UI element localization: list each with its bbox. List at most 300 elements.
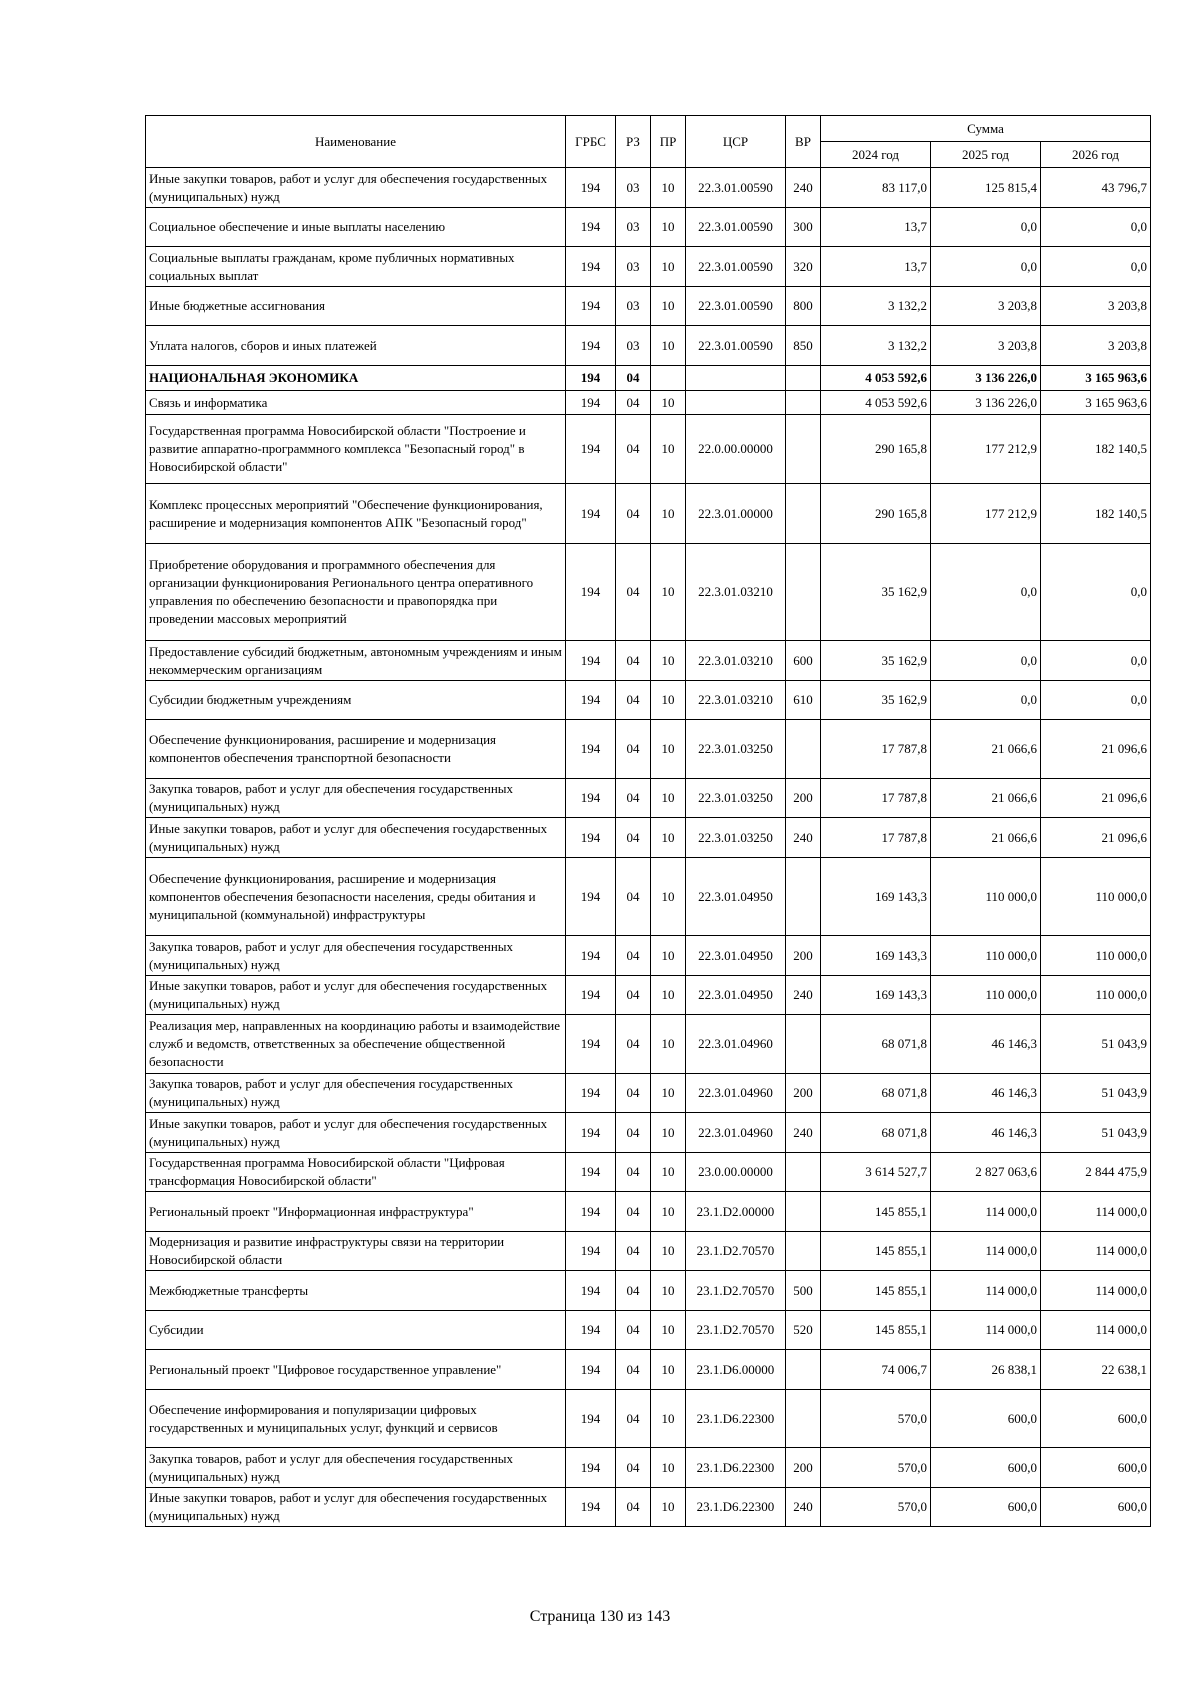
row-vr xyxy=(786,415,821,484)
row-name: Региональный проект "Цифровое государственное управление" xyxy=(146,1350,566,1390)
header-2024: 2024 год xyxy=(821,142,931,168)
row-sum-2025: 600,0 xyxy=(931,1390,1041,1448)
row-name: Комплекс процессных мероприятий "Обеспечение функционирования, расширение и модернизация компонентов АПК "Безопасный город" xyxy=(146,484,566,544)
row-sum-2024: 169 143,3 xyxy=(821,858,931,936)
row-vr: 200 xyxy=(786,1074,821,1113)
row-sum-2025: 0,0 xyxy=(931,208,1041,247)
row-pr: 10 xyxy=(651,976,686,1015)
row-name: Межбюджетные трансферты xyxy=(146,1271,566,1311)
row-name: Обеспечение функционирования, расширение и модернизация компонентов обеспечения транспортной безопасности xyxy=(146,720,566,779)
row-sum-2026: 3 203,8 xyxy=(1041,326,1151,366)
row-grbs: 194 xyxy=(566,1350,616,1390)
row-sum-2024: 290 165,8 xyxy=(821,415,931,484)
row-name: Иные закупки товаров, работ и услуг для обеспечения государственных (муниципальных) нужд xyxy=(146,1488,566,1527)
row-sum-2025: 114 000,0 xyxy=(931,1271,1041,1311)
row-vr: 610 xyxy=(786,681,821,720)
row-rz: 04 xyxy=(616,858,651,936)
budget-table xyxy=(145,115,1151,1527)
row-pr: 10 xyxy=(651,1074,686,1113)
row-sum-2026: 0,0 xyxy=(1041,247,1151,287)
row-sum-2025: 110 000,0 xyxy=(931,936,1041,976)
row-name: Иные закупки товаров, работ и услуг для обеспечения государственных (муниципальных) нужд xyxy=(146,976,566,1015)
row-sum-2024: 3 132,2 xyxy=(821,326,931,366)
row-vr: 200 xyxy=(786,779,821,818)
row-sum-2025: 3 136 226,0 xyxy=(931,366,1041,391)
row-pr: 10 xyxy=(651,858,686,936)
row-sum-2025: 21 066,6 xyxy=(931,720,1041,779)
row-rz: 04 xyxy=(616,1488,651,1527)
row-vr: 600 xyxy=(786,641,821,681)
table-row xyxy=(146,1390,1151,1448)
row-vr xyxy=(786,1390,821,1448)
row-vr: 800 xyxy=(786,287,821,326)
row-rz: 04 xyxy=(616,544,651,641)
row-pr: 10 xyxy=(651,287,686,326)
row-rz: 04 xyxy=(616,1232,651,1271)
row-csr: 22.3.01.04950 xyxy=(686,858,786,936)
row-rz: 03 xyxy=(616,168,651,208)
row-name: Закупка товаров, работ и услуг для обеспечения государственных (муниципальных) нужд xyxy=(146,936,566,976)
row-sum-2026: 110 000,0 xyxy=(1041,976,1151,1015)
row-sum-2026: 114 000,0 xyxy=(1041,1271,1151,1311)
row-pr: 10 xyxy=(651,681,686,720)
table-row xyxy=(146,1015,1151,1074)
row-sum-2024: 4 053 592,6 xyxy=(821,391,931,415)
row-sum-2025: 600,0 xyxy=(931,1448,1041,1488)
row-csr: 22.3.01.04960 xyxy=(686,1113,786,1153)
row-vr: 500 xyxy=(786,1271,821,1311)
row-vr xyxy=(786,1153,821,1192)
row-rz: 04 xyxy=(616,1113,651,1153)
row-grbs: 194 xyxy=(566,366,616,391)
row-pr: 10 xyxy=(651,1390,686,1448)
row-csr: 22.3.01.04950 xyxy=(686,936,786,976)
row-sum-2026: 21 096,6 xyxy=(1041,818,1151,858)
row-sum-2026: 0,0 xyxy=(1041,641,1151,681)
row-vr xyxy=(786,720,821,779)
row-sum-2024: 13,7 xyxy=(821,247,931,287)
header-grbs: ГРБС xyxy=(566,116,616,168)
row-sum-2025: 3 203,8 xyxy=(931,326,1041,366)
row-pr: 10 xyxy=(651,936,686,976)
table-row xyxy=(146,168,1151,208)
row-name: Иные закупки товаров, работ и услуг для обеспечения государственных (муниципальных) нужд xyxy=(146,168,566,208)
row-grbs: 194 xyxy=(566,484,616,544)
row-grbs: 194 xyxy=(566,936,616,976)
row-name: Предоставление субсидий бюджетным, автономным учреждениям и иным некоммерческим организациям xyxy=(146,641,566,681)
row-sum-2026: 110 000,0 xyxy=(1041,936,1151,976)
table-row xyxy=(146,208,1151,247)
row-rz: 04 xyxy=(616,641,651,681)
row-grbs: 194 xyxy=(566,976,616,1015)
row-sum-2024: 17 787,8 xyxy=(821,779,931,818)
row-csr: 22.3.01.03210 xyxy=(686,681,786,720)
table-row xyxy=(146,1232,1151,1271)
row-vr: 200 xyxy=(786,936,821,976)
row-pr: 10 xyxy=(651,1232,686,1271)
row-grbs: 194 xyxy=(566,415,616,484)
row-sum-2024: 570,0 xyxy=(821,1448,931,1488)
row-sum-2025: 21 066,6 xyxy=(931,818,1041,858)
row-sum-2026: 2 844 475,9 xyxy=(1041,1153,1151,1192)
row-sum-2024: 13,7 xyxy=(821,208,931,247)
row-name: Реализация мер, направленных на координацию работы и взаимодействие служб и ведомств, ответственных за обеспечение общественной безопасности xyxy=(146,1015,566,1074)
row-sum-2025: 125 815,4 xyxy=(931,168,1041,208)
row-name: Субсидии xyxy=(146,1311,566,1350)
row-grbs: 194 xyxy=(566,779,616,818)
row-pr: 10 xyxy=(651,247,686,287)
row-sum-2026: 182 140,5 xyxy=(1041,415,1151,484)
row-grbs: 194 xyxy=(566,1153,616,1192)
row-pr: 10 xyxy=(651,1311,686,1350)
row-csr: 22.3.01.00000 xyxy=(686,484,786,544)
row-sum-2026: 51 043,9 xyxy=(1041,1015,1151,1074)
table-row xyxy=(146,976,1151,1015)
row-sum-2025: 2 827 063,6 xyxy=(931,1153,1041,1192)
row-sum-2026: 600,0 xyxy=(1041,1448,1151,1488)
row-grbs: 194 xyxy=(566,1015,616,1074)
row-csr: 23.0.00.00000 xyxy=(686,1153,786,1192)
row-csr: 23.1.D2.70570 xyxy=(686,1232,786,1271)
row-grbs: 194 xyxy=(566,681,616,720)
row-vr: 240 xyxy=(786,818,821,858)
row-grbs: 194 xyxy=(566,1271,616,1311)
row-grbs: 194 xyxy=(566,544,616,641)
row-sum-2026: 0,0 xyxy=(1041,544,1151,641)
row-grbs: 194 xyxy=(566,208,616,247)
row-sum-2025: 600,0 xyxy=(931,1488,1041,1527)
row-pr: 10 xyxy=(651,720,686,779)
row-sum-2025: 0,0 xyxy=(931,681,1041,720)
row-name: Уплата налогов, сборов и иных платежей xyxy=(146,326,566,366)
row-sum-2024: 3 132,2 xyxy=(821,287,931,326)
row-sum-2024: 74 006,7 xyxy=(821,1350,931,1390)
row-grbs: 194 xyxy=(566,720,616,779)
row-pr: 10 xyxy=(651,1271,686,1311)
row-grbs: 194 xyxy=(566,858,616,936)
row-csr: 23.1.D6.00000 xyxy=(686,1350,786,1390)
table-row xyxy=(146,1350,1151,1390)
row-csr: 22.3.01.00590 xyxy=(686,287,786,326)
row-sum-2024: 145 855,1 xyxy=(821,1192,931,1232)
table-row xyxy=(146,1074,1151,1113)
row-sum-2025: 110 000,0 xyxy=(931,858,1041,936)
table-row xyxy=(146,247,1151,287)
row-csr: 23.1.D2.70570 xyxy=(686,1311,786,1350)
row-sum-2025: 46 146,3 xyxy=(931,1074,1041,1113)
row-pr: 10 xyxy=(651,544,686,641)
row-csr: 23.1.D6.22300 xyxy=(686,1488,786,1527)
row-sum-2025: 21 066,6 xyxy=(931,779,1041,818)
header-2026: 2026 год xyxy=(1041,142,1151,168)
row-sum-2025: 46 146,3 xyxy=(931,1113,1041,1153)
row-rz: 04 xyxy=(616,366,651,391)
table-row xyxy=(146,1113,1151,1153)
row-name: НАЦИОНАЛЬНАЯ ЭКОНОМИКА xyxy=(146,366,566,391)
row-sum-2026: 0,0 xyxy=(1041,681,1151,720)
header-vr: ВР xyxy=(786,116,821,168)
row-grbs: 194 xyxy=(566,1192,616,1232)
row-sum-2025: 114 000,0 xyxy=(931,1311,1041,1350)
row-sum-2025: 177 212,9 xyxy=(931,484,1041,544)
row-sum-2024: 68 071,8 xyxy=(821,1074,931,1113)
table-row xyxy=(146,1488,1151,1527)
row-grbs: 194 xyxy=(566,247,616,287)
row-grbs: 194 xyxy=(566,641,616,681)
table-row xyxy=(146,1311,1151,1350)
row-csr: 22.3.01.00590 xyxy=(686,326,786,366)
row-name: Иные закупки товаров, работ и услуг для обеспечения государственных (муниципальных) нужд xyxy=(146,1113,566,1153)
table-row xyxy=(146,818,1151,858)
row-rz: 03 xyxy=(616,208,651,247)
header-name: Наименование xyxy=(146,116,566,168)
row-name: Обеспечение информирования и популяризации цифровых государственных и муниципальных услуг, функций и сервисов xyxy=(146,1390,566,1448)
row-pr: 10 xyxy=(651,1448,686,1488)
row-sum-2024: 68 071,8 xyxy=(821,1113,931,1153)
row-pr: 10 xyxy=(651,818,686,858)
row-sum-2026: 114 000,0 xyxy=(1041,1311,1151,1350)
row-name: Закупка товаров, работ и услуг для обеспечения государственных (муниципальных) нужд xyxy=(146,779,566,818)
row-vr xyxy=(786,544,821,641)
row-sum-2026: 114 000,0 xyxy=(1041,1232,1151,1271)
row-sum-2026: 600,0 xyxy=(1041,1390,1151,1448)
row-sum-2024: 17 787,8 xyxy=(821,818,931,858)
row-sum-2026: 114 000,0 xyxy=(1041,1192,1151,1232)
page-number: Страница 130 из 143 xyxy=(529,1608,671,1625)
row-rz: 04 xyxy=(616,1350,651,1390)
row-pr: 10 xyxy=(651,326,686,366)
row-pr: 10 xyxy=(651,208,686,247)
row-rz: 04 xyxy=(616,936,651,976)
row-sum-2024: 83 117,0 xyxy=(821,168,931,208)
row-csr: 23.1.D2.00000 xyxy=(686,1192,786,1232)
row-sum-2024: 35 162,9 xyxy=(821,641,931,681)
row-sum-2026: 43 796,7 xyxy=(1041,168,1151,208)
row-grbs: 194 xyxy=(566,1488,616,1527)
row-rz: 04 xyxy=(616,415,651,484)
row-rz: 04 xyxy=(616,484,651,544)
row-sum-2025: 114 000,0 xyxy=(931,1192,1041,1232)
row-sum-2025: 110 000,0 xyxy=(931,976,1041,1015)
row-rz: 04 xyxy=(616,681,651,720)
table-header xyxy=(146,116,1151,168)
row-vr xyxy=(786,1232,821,1271)
row-sum-2024: 145 855,1 xyxy=(821,1232,931,1271)
row-grbs: 194 xyxy=(566,1232,616,1271)
row-sum-2024: 570,0 xyxy=(821,1488,931,1527)
row-name: Социальные выплаты гражданам, кроме публичных нормативных социальных выплат xyxy=(146,247,566,287)
row-rz: 04 xyxy=(616,1192,651,1232)
row-csr: 22.3.01.03250 xyxy=(686,720,786,779)
row-sum-2024: 35 162,9 xyxy=(821,544,931,641)
row-grbs: 194 xyxy=(566,1311,616,1350)
row-sum-2026: 3 165 963,6 xyxy=(1041,366,1151,391)
table-row xyxy=(146,415,1151,484)
row-name: Государственная программа Новосибирской области "Цифровая трансформация Новосибирской области" xyxy=(146,1153,566,1192)
table-row xyxy=(146,681,1151,720)
row-pr: 10 xyxy=(651,1192,686,1232)
row-rz: 04 xyxy=(616,1311,651,1350)
row-vr: 200 xyxy=(786,1448,821,1488)
row-sum-2025: 0,0 xyxy=(931,641,1041,681)
row-grbs: 194 xyxy=(566,818,616,858)
row-pr: 10 xyxy=(651,415,686,484)
row-sum-2026: 600,0 xyxy=(1041,1488,1151,1527)
table-row xyxy=(146,366,1151,391)
row-grbs: 194 xyxy=(566,1113,616,1153)
row-name: Закупка товаров, работ и услуг для обеспечения государственных (муниципальных) нужд xyxy=(146,1074,566,1113)
row-vr xyxy=(786,484,821,544)
row-vr: 320 xyxy=(786,247,821,287)
row-csr: 22.0.00.00000 xyxy=(686,415,786,484)
header-sum: Сумма xyxy=(821,116,1151,142)
row-vr: 240 xyxy=(786,976,821,1015)
row-sum-2025: 3 136 226,0 xyxy=(931,391,1041,415)
row-sum-2024: 145 855,1 xyxy=(821,1271,931,1311)
row-rz: 04 xyxy=(616,1390,651,1448)
row-rz: 03 xyxy=(616,326,651,366)
row-pr: 10 xyxy=(651,1015,686,1074)
row-grbs: 194 xyxy=(566,287,616,326)
row-name: Обеспечение функционирования, расширение и модернизация компонентов обеспечения безопасности населения, среды обитания и муниципальной (коммунальной) инфраструктуры xyxy=(146,858,566,936)
table-body xyxy=(146,168,1151,1527)
row-rz: 03 xyxy=(616,247,651,287)
row-sum-2026: 182 140,5 xyxy=(1041,484,1151,544)
row-sum-2025: 26 838,1 xyxy=(931,1350,1041,1390)
row-vr xyxy=(786,391,821,415)
row-name: Модернизация и развитие инфраструктуры связи на территории Новосибирской области xyxy=(146,1232,566,1271)
row-sum-2024: 68 071,8 xyxy=(821,1015,931,1074)
row-name: Связь и информатика xyxy=(146,391,566,415)
table-row xyxy=(146,544,1151,641)
row-rz: 03 xyxy=(616,287,651,326)
row-pr: 10 xyxy=(651,1113,686,1153)
row-pr: 10 xyxy=(651,168,686,208)
row-sum-2026: 110 000,0 xyxy=(1041,858,1151,936)
row-vr: 300 xyxy=(786,208,821,247)
header-rz: РЗ xyxy=(616,116,651,168)
row-vr: 240 xyxy=(786,1488,821,1527)
header-csr: ЦСР xyxy=(686,116,786,168)
row-csr: 22.3.01.04960 xyxy=(686,1015,786,1074)
row-rz: 04 xyxy=(616,818,651,858)
row-sum-2025: 46 146,3 xyxy=(931,1015,1041,1074)
row-sum-2024: 169 143,3 xyxy=(821,976,931,1015)
row-sum-2025: 177 212,9 xyxy=(931,415,1041,484)
table-row xyxy=(146,391,1151,415)
table-row xyxy=(146,858,1151,936)
row-csr: 22.3.01.00590 xyxy=(686,247,786,287)
row-csr: 22.3.01.03250 xyxy=(686,818,786,858)
row-vr: 240 xyxy=(786,1113,821,1153)
row-rz: 04 xyxy=(616,1448,651,1488)
row-name: Субсидии бюджетным учреждениям xyxy=(146,681,566,720)
row-csr: 22.3.01.04950 xyxy=(686,976,786,1015)
row-csr: 22.3.01.00590 xyxy=(686,168,786,208)
table-row xyxy=(146,641,1151,681)
table-row xyxy=(146,1192,1151,1232)
row-rz: 04 xyxy=(616,1153,651,1192)
row-pr: 10 xyxy=(651,641,686,681)
row-rz: 04 xyxy=(616,779,651,818)
row-pr: 10 xyxy=(651,779,686,818)
row-vr: 520 xyxy=(786,1311,821,1350)
table-row xyxy=(146,936,1151,976)
row-sum-2026: 51 043,9 xyxy=(1041,1074,1151,1113)
row-sum-2024: 570,0 xyxy=(821,1390,931,1448)
row-name: Государственная программа Новосибирской области "Построение и развитие аппаратно-программного комплекса "Безопасный город" в Новосибирской области" xyxy=(146,415,566,484)
header-2025: 2025 год xyxy=(931,142,1041,168)
row-name: Приобретение оборудования и программного обеспечения для организации функционирования Регионального центра оперативного управления по обеспечению безопасности и правопорядка при проведении массовых мероприятий xyxy=(146,544,566,641)
row-pr xyxy=(651,366,686,391)
table-row xyxy=(146,1153,1151,1192)
table-row xyxy=(146,779,1151,818)
row-csr: 22.3.01.03210 xyxy=(686,641,786,681)
row-csr: 22.3.01.03250 xyxy=(686,779,786,818)
row-rz: 04 xyxy=(616,391,651,415)
row-csr: 23.1.D6.22300 xyxy=(686,1448,786,1488)
row-vr xyxy=(786,1015,821,1074)
row-sum-2024: 169 143,3 xyxy=(821,936,931,976)
row-pr: 10 xyxy=(651,1153,686,1192)
row-sum-2026: 22 638,1 xyxy=(1041,1350,1151,1390)
row-rz: 04 xyxy=(616,1271,651,1311)
row-rz: 04 xyxy=(616,976,651,1015)
row-vr xyxy=(786,1192,821,1232)
row-csr: 23.1.D2.70570 xyxy=(686,1271,786,1311)
row-grbs: 194 xyxy=(566,326,616,366)
row-csr: 23.1.D6.22300 xyxy=(686,1390,786,1448)
row-csr xyxy=(686,391,786,415)
row-name: Закупка товаров, работ и услуг для обеспечения государственных (муниципальных) нужд xyxy=(146,1448,566,1488)
table-row xyxy=(146,287,1151,326)
table-row xyxy=(146,326,1151,366)
row-csr: 22.3.01.03210 xyxy=(686,544,786,641)
row-sum-2024: 3 614 527,7 xyxy=(821,1153,931,1192)
row-sum-2026: 0,0 xyxy=(1041,208,1151,247)
row-sum-2025: 3 203,8 xyxy=(931,287,1041,326)
row-sum-2024: 290 165,8 xyxy=(821,484,931,544)
row-csr xyxy=(686,366,786,391)
row-pr: 10 xyxy=(651,484,686,544)
row-sum-2024: 145 855,1 xyxy=(821,1311,931,1350)
row-csr: 22.3.01.04960 xyxy=(686,1074,786,1113)
table-row xyxy=(146,1448,1151,1488)
row-sum-2026: 3 203,8 xyxy=(1041,287,1151,326)
row-sum-2024: 4 053 592,6 xyxy=(821,366,931,391)
table-row xyxy=(146,720,1151,779)
row-csr: 22.3.01.00590 xyxy=(686,208,786,247)
row-vr: 240 xyxy=(786,168,821,208)
row-vr xyxy=(786,366,821,391)
row-rz: 04 xyxy=(616,1015,651,1074)
row-vr xyxy=(786,858,821,936)
table-row xyxy=(146,1271,1151,1311)
row-pr: 10 xyxy=(651,1350,686,1390)
row-sum-2024: 17 787,8 xyxy=(821,720,931,779)
row-vr xyxy=(786,1350,821,1390)
row-grbs: 194 xyxy=(566,1074,616,1113)
row-sum-2024: 35 162,9 xyxy=(821,681,931,720)
row-pr: 10 xyxy=(651,1488,686,1527)
row-grbs: 194 xyxy=(566,391,616,415)
row-grbs: 194 xyxy=(566,168,616,208)
row-rz: 04 xyxy=(616,1074,651,1113)
row-name: Региональный проект "Информационная инфраструктура" xyxy=(146,1192,566,1232)
row-sum-2025: 0,0 xyxy=(931,247,1041,287)
header-pr: ПР xyxy=(651,116,686,168)
row-name: Иные бюджетные ассигнования xyxy=(146,287,566,326)
